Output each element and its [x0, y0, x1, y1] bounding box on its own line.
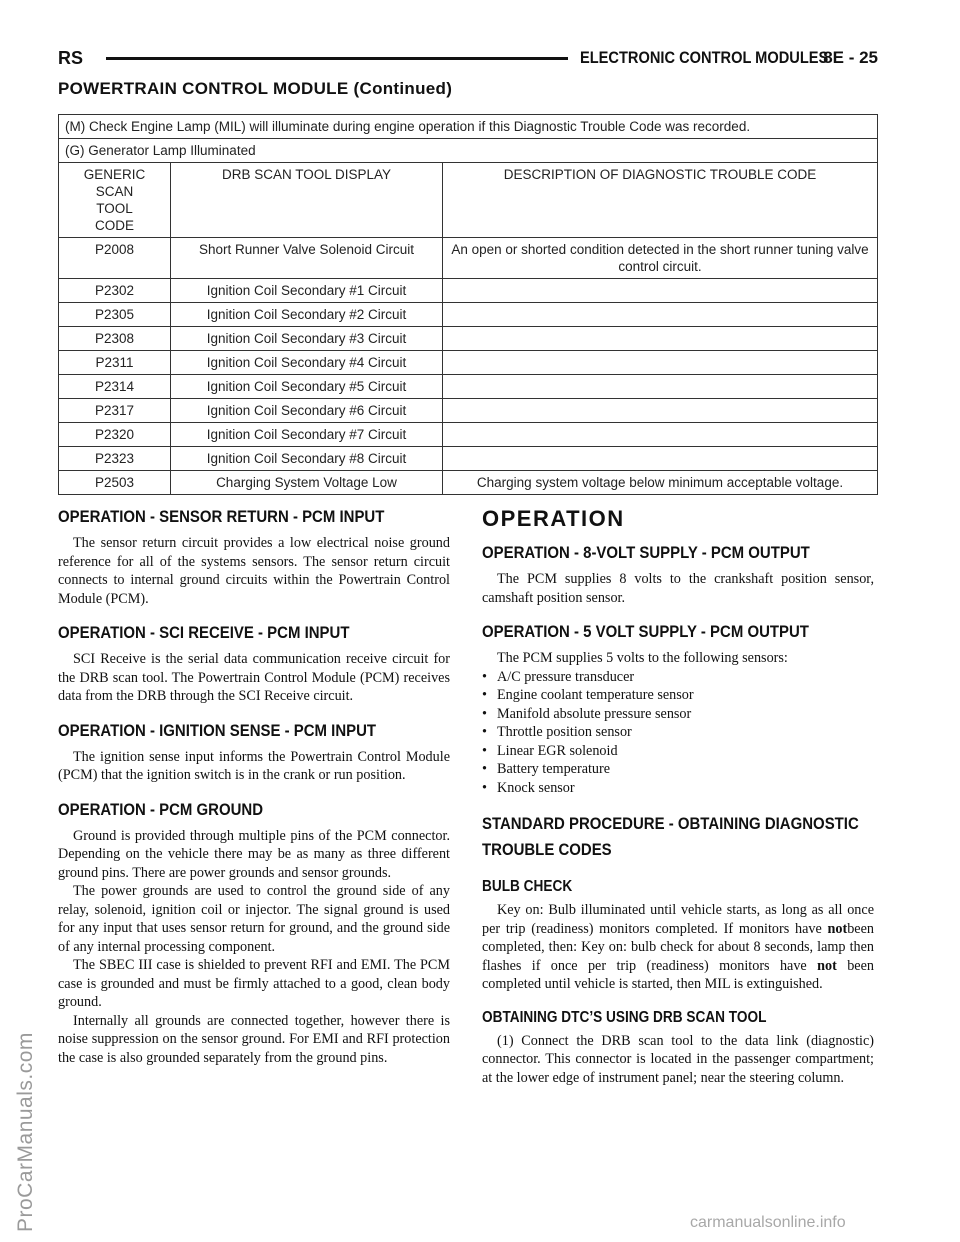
dtc-description — [443, 327, 878, 351]
dtc-code: P2008 — [59, 238, 171, 279]
dtc-description: Charging system voltage below minimum acceptable voltage. — [443, 471, 878, 495]
section-title-5-volt: OPERATION - 5 VOLT SUPPLY - PCM OUTPUT — [482, 622, 809, 641]
dtc-description — [443, 375, 878, 399]
paragraph: Key on: Bulb illuminated until vehicle starts, as long as all once per trip (readiness) monitors completed. If monitors have notbeen completed, then: Key on: bulb check for about 8 seconds, lamp then flashes if once per trip (readiness) monitors have not been completed until vehicle is started, then MIL is extinguished. — [482, 902, 874, 992]
dtc-description — [443, 303, 878, 327]
dtc-display: Ignition Coil Secondary #8 Circuit — [171, 447, 443, 471]
list-item: • Engine coolant temperature sensor — [482, 687, 694, 703]
dtc-description — [443, 399, 878, 423]
bullet-icon: • — [482, 705, 487, 722]
table-note-row — [59, 115, 878, 139]
dtc-code: P2314 — [59, 375, 171, 399]
dtc-description — [443, 447, 878, 471]
manual-code: RS — [58, 48, 84, 68]
table-row — [59, 399, 878, 423]
paragraph: Internally all grounds are connected together, however there is noise suppression on the sensor ground. For EMI and RFI protection the case is also grounded separately from the ground pins. — [58, 1012, 450, 1066]
paragraph: The PCM supplies 5 volts to the following sensors: — [497, 650, 788, 666]
dtc-display: Ignition Coil Secondary #4 Circuit — [171, 351, 443, 375]
table-row — [59, 351, 878, 375]
dtc-display: Short Runner Valve Solenoid Circuit — [171, 238, 443, 279]
paragraph: The sensor return circuit provides a low electrical noise ground reference for all of the systems sensors. The sensor return circuit connects to internal ground circuits within the Powertrain Control Module (PCM). — [58, 535, 450, 607]
section-title-sci-receive: OPERATION - SCI RECEIVE - PCM INPUT — [58, 623, 350, 642]
list-item: • Knock sensor — [482, 779, 575, 796]
section-title-standard-procedure: STANDARD PROCEDURE - OBTAINING DIAGNOSTIC TROUBLE CODES — [482, 814, 859, 859]
paragraph: The PCM supplies 8 volts to the crankshaft position sensor, camshaft position sensor. — [482, 571, 874, 606]
footer-watermark: carmanualsonline.info — [690, 1214, 846, 1231]
paragraph: SCI Receive is the serial data communication receive circuit for the DRB scan tool. The Powertrain Control Module (PCM) receives data from the DRB through the SCI Receive circuit. — [58, 651, 450, 704]
right-column — [482, 506, 874, 1087]
bullet-icon: • — [482, 761, 487, 777]
list-item: • Throttle position sensor — [482, 724, 632, 740]
dtc-display: Ignition Coil Secondary #3 Circuit — [171, 327, 443, 351]
main-title-operation: OPERATION — [482, 506, 625, 531]
table-row — [59, 423, 878, 447]
page-number: 8E - 25 — [823, 48, 878, 67]
dtc-description — [443, 279, 878, 303]
table-row — [59, 303, 878, 327]
dtc-code: P2320 — [59, 423, 171, 447]
table-header-row — [59, 163, 878, 238]
dtc-display: Ignition Coil Secondary #5 Circuit — [171, 375, 443, 399]
dtc-display: Ignition Coil Secondary #2 Circuit — [171, 303, 443, 327]
dtc-code: P2305 — [59, 303, 171, 327]
paragraph: The ignition sense input informs the Powertrain Control Module (PCM) that the ignition switch is in the crank or run position. — [58, 748, 450, 783]
page-header — [58, 46, 878, 70]
dtc-code: P2317 — [59, 399, 171, 423]
section-continued-title: POWERTRAIN CONTROL MODULE (Continued) — [58, 79, 453, 98]
bullet-icon: • — [482, 779, 487, 796]
subsection-title-bulb-check: BULB CHECK — [482, 878, 573, 895]
side-watermark: ProCarManuals.com — [14, 1032, 37, 1232]
dtc-code: P2311 — [59, 351, 171, 375]
section-title-sensor-return: OPERATION - SENSOR RETURN - PCM INPUT — [58, 507, 385, 526]
table-row — [59, 471, 878, 495]
list-item: • Manifold absolute pressure sensor — [482, 705, 692, 722]
section-title-8-volt: OPERATION - 8-VOLT SUPPLY - PCM OUTPUT — [482, 543, 810, 562]
bullet-icon: • — [482, 742, 487, 759]
table-row — [59, 447, 878, 471]
table-row — [59, 279, 878, 303]
paragraph: The power grounds are used to control the ground side of any relay, solenoid, ignition coil or injector. The signal ground is used for any input that uses sensor return for ground, and the ground side of any internal processing component. — [58, 883, 450, 955]
paragraph: The SBEC III case is shielded to prevent RFI and EMI. The PCM case is grounded and must be firmly attached to a good, clean body ground. — [58, 957, 450, 1010]
dtc-code: P2308 — [59, 327, 171, 351]
note-generator: (G) Generator Lamp Illuminated — [59, 139, 878, 163]
bullet-icon: • — [482, 724, 487, 740]
list-item: • Battery temperature — [482, 761, 611, 777]
table-row — [59, 327, 878, 351]
bullet-icon: • — [482, 668, 487, 685]
note-mil: (M) Check Engine Lamp (MIL) will illuminate during engine operation if this Diagnostic Trouble Code was recorded. — [59, 115, 878, 139]
dtc-description — [443, 423, 878, 447]
chapter-title: ELECTRONIC CONTROL MODULES — [580, 48, 829, 67]
list-item: • A/C pressure transducer — [482, 668, 635, 685]
dtc-display: Ignition Coil Secondary #7 Circuit — [171, 423, 443, 447]
dtc-display: Ignition Coil Secondary #6 Circuit — [171, 399, 443, 423]
header-rule — [106, 57, 568, 60]
sensor-list — [482, 668, 874, 798]
table-note-row — [59, 139, 878, 163]
header-drb-display: DRB SCAN TOOL DISPLAY — [171, 163, 443, 238]
subsection-title-obtaining-dtcs: OBTAINING DTC’S USING DRB SCAN TOOL — [482, 1008, 767, 1026]
section-title-ignition-sense: OPERATION - IGNITION SENSE - PCM INPUT — [58, 720, 377, 740]
dtc-display: Ignition Coil Secondary #1 Circuit — [171, 279, 443, 303]
left-column — [58, 506, 450, 1067]
header-description: DESCRIPTION OF DIAGNOSTIC TROUBLE CODE — [443, 163, 878, 238]
paragraph: (1) Connect the DRB scan tool to the data link (diagnostic) connector. This connector is located in the passenger compartment; at the lower edge of instrument panel; near the steering column. — [482, 1032, 874, 1086]
table-row — [59, 238, 878, 279]
dtc-code: P2503 — [59, 471, 171, 495]
dtc-description — [443, 351, 878, 375]
section-title-pcm-ground: OPERATION - PCM GROUND — [58, 799, 264, 819]
bullet-icon: • — [482, 687, 487, 703]
dtc-description: An open or shorted condition detected in the short runner tuning valve control circuit. — [443, 238, 878, 279]
header-generic-code: GENERIC SCAN TOOL CODE — [59, 163, 171, 238]
dtc-table — [58, 114, 878, 495]
list-item: • Linear EGR solenoid — [482, 742, 618, 759]
paragraph: Ground is provided through multiple pins of the PCM connector. Depending on the vehicle there may be as many as three different ground pins. There are power grounds and sensor grounds. — [58, 827, 450, 881]
dtc-code: P2323 — [59, 447, 171, 471]
dtc-display: Charging System Voltage Low — [171, 471, 443, 495]
dtc-code: P2302 — [59, 279, 171, 303]
table-row — [59, 375, 878, 399]
